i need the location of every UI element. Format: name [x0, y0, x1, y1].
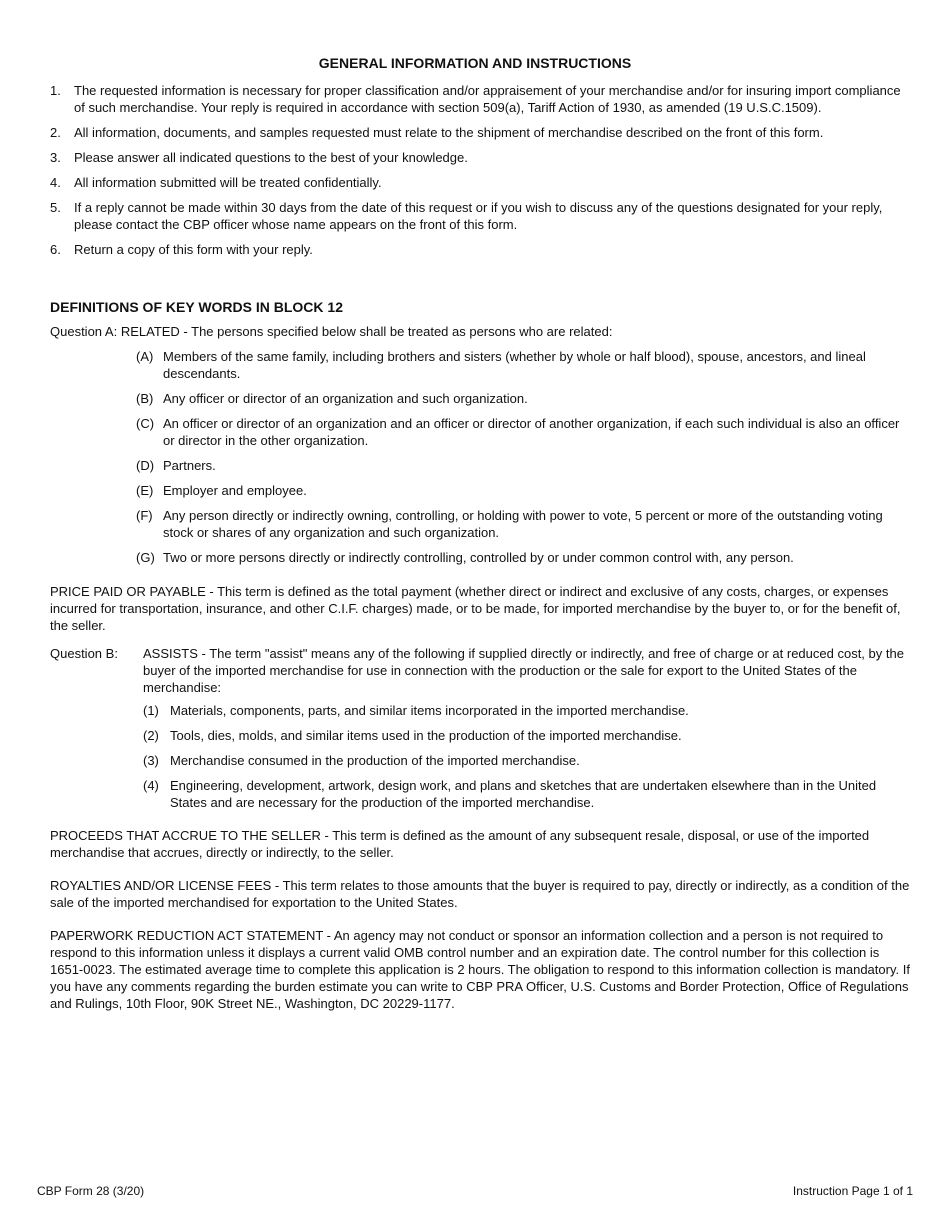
- assists-list: [143, 702, 913, 819]
- question-b-text: ASSISTS - The term "assist" means any of the following if supplied directly or indirectly, and free of charge or at reduced cost, by the buyer of the imported merchandise for use in connection with the production or the sale for export to the United States of the merchandise:: [143, 646, 904, 695]
- list-item: [136, 482, 906, 499]
- item-text: An officer or director of an organization and an officer or director of another organization, if each such individual is also an officer or director in the other organization.: [163, 416, 900, 448]
- list-item: [136, 415, 906, 449]
- royalties-definition: ROYALTIES AND/OR LICENSE FEES - This term relates to those amounts that the buyer is required to pay, directly or indirectly, as a condition of the sale of the imported merchandised for exportation to the United States.: [50, 878, 910, 910]
- list-item: [50, 124, 912, 141]
- list-item: [136, 390, 906, 407]
- list-item: [136, 348, 906, 382]
- paperwork-statement: PAPERWORK REDUCTION ACT STATEMENT - An agency may not conduct or sponsor an information collection and a person is not required to respond to this information unless it displays a current valid OMB control number and an expiration date. The control number for this collection is 1651-0023. The estimated average time to complete this application is 2 hours. The obligation to respond to this information collection is mandatory. If you have any comments regarding the burden estimate you can write to CBP PRA Officer, U.S. Customs and Border Protection, Office of Regulations and Rulings, 10th Floor, 90K Street NE., Washington, DC 20229-1177.: [50, 928, 910, 1011]
- item-number: (2): [143, 728, 159, 743]
- item-text: The requested information is necessary for proper classification and/or appraisement of your merchandise and/or for insuring import compliance of such merchandise. Your reply is required in accordance with section 509(a), Tariff Action of 1930, as amended (19 U.S.C.1509).: [74, 83, 901, 115]
- page-number: Instruction Page 1 of 1: [792, 1184, 913, 1198]
- item-number: 5.: [50, 200, 61, 215]
- list-item: [136, 457, 906, 474]
- item-letter: (G): [136, 550, 155, 565]
- item-letter: (C): [136, 416, 155, 431]
- list-item: [136, 549, 906, 566]
- item-letter: (D): [136, 458, 155, 473]
- list-item: [136, 507, 906, 541]
- item-letter: (E): [136, 483, 154, 498]
- page-title: GENERAL INFORMATION AND INSTRUCTIONS: [318, 55, 632, 71]
- list-item: [143, 752, 913, 769]
- list-item: [143, 727, 913, 744]
- item-text: Employer and employee.: [163, 483, 307, 498]
- list-item: [143, 777, 913, 811]
- item-number: 1.: [50, 83, 61, 98]
- item-text: All information submitted will be treated confidentially.: [74, 175, 382, 190]
- item-text: Partners.: [163, 458, 216, 473]
- item-text: Engineering, development, artwork, design work, and plans and sketches that are undertaken elsewhere than in the United States and are necessary for the production of the imported merchandise.: [170, 778, 877, 810]
- item-text: Merchandise consumed in the production of the imported merchandise.: [170, 753, 580, 768]
- item-text: Tools, dies, molds, and similar items used in the production of the imported merchandise.: [170, 728, 682, 743]
- list-item: [50, 149, 912, 166]
- item-letter: (B): [136, 391, 154, 406]
- item-text: Any officer or director of an organization and such organization.: [163, 391, 528, 406]
- item-letter: (A): [136, 349, 154, 364]
- form-id: CBP Form 28 (3/20): [37, 1184, 145, 1198]
- item-number: 2.: [50, 125, 61, 140]
- proceeds-definition: PROCEEDS THAT ACCRUE TO THE SELLER - This term is defined as the amount of any subsequent resale, disposal, or use of the imported merchandise that accrues, directly or indirectly, to the seller.: [50, 828, 870, 860]
- price-paid-definition: PRICE PAID OR PAYABLE - This term is defined as the total payment (whether direct or indirect and exclusive of any costs, charges, or expenses incurred for transportation, insurance, and other C.I.F. charges) made, or to be made, for imported merchandise by the buyer to, or for the benefit of, the seller.: [50, 584, 901, 633]
- item-text: Members of the same family, including brothers and sisters (whether by whole or half blood), spouse, ancestors, and lineal descendants.: [163, 349, 866, 381]
- list-item: [50, 199, 912, 233]
- item-number: (4): [143, 778, 159, 793]
- item-number: 4.: [50, 175, 61, 190]
- item-text: Return a copy of this form with your reply.: [74, 242, 313, 257]
- question-a: Question A: RELATED - The persons specified below shall be treated as persons who are related:: [50, 324, 613, 339]
- definitions-heading: DEFINITIONS OF KEY WORDS IN BLOCK 12: [50, 299, 343, 315]
- item-number: 6.: [50, 242, 61, 257]
- item-letter: (F): [136, 508, 153, 523]
- list-item: [143, 702, 913, 719]
- item-text: Materials, components, parts, and similar items incorporated in the imported merchandise.: [170, 703, 689, 718]
- item-text: Any person directly or indirectly owning, controlling, or holding with power to vote, 5 percent or more of the outstanding voting stock or shares of any organization and such organization.: [163, 508, 883, 540]
- item-number: (3): [143, 753, 159, 768]
- list-item: [50, 174, 912, 191]
- item-text: If a reply cannot be made within 30 days from the date of this request or if you wish to discuss any of the questions designated for your reply, please contact the CBP officer whose name appears on the front of this form.: [74, 200, 883, 232]
- item-text: Two or more persons directly or indirectly controlling, controlled by or under common control with, any person.: [163, 550, 794, 565]
- item-number: 3.: [50, 150, 61, 165]
- instructions-list: [50, 82, 912, 266]
- item-text: All information, documents, and samples requested must relate to the shipment of merchandise described on the front of this form.: [74, 125, 824, 140]
- list-item: [50, 241, 912, 258]
- question-b-label: Question B:: [50, 646, 118, 661]
- item-number: (1): [143, 703, 159, 718]
- list-item: [50, 82, 912, 116]
- related-persons-list: [136, 348, 906, 574]
- item-text: Please answer all indicated questions to the best of your knowledge.: [74, 150, 468, 165]
